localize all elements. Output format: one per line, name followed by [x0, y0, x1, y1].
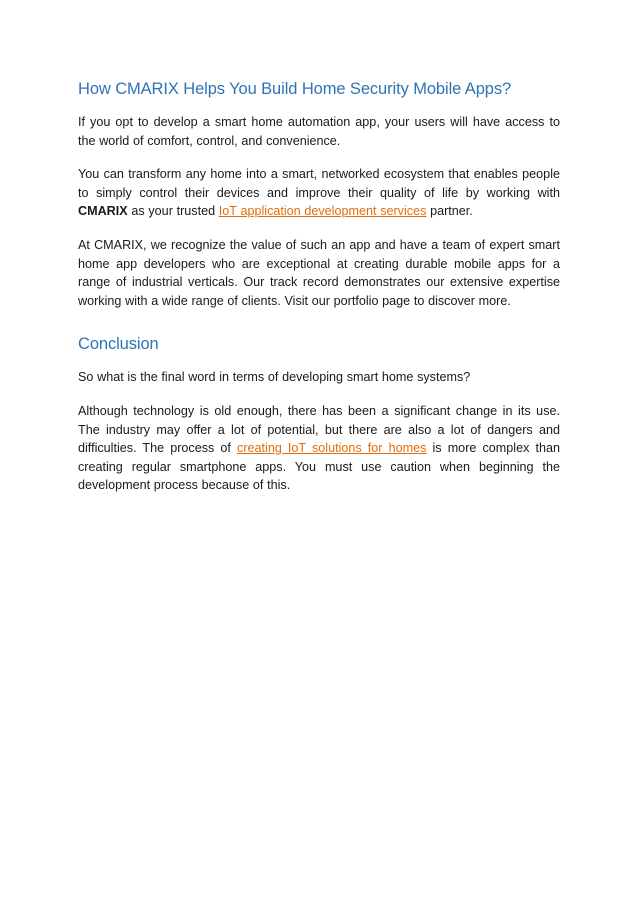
paragraph-cmarix-value: [78, 236, 560, 310]
paragraph-text: is more complex than creating regular smartphone apps. You must use caution when beginning the development process because of this.: [78, 441, 560, 493]
paragraph-text: If you opt to develop a smart home automation app, your users will have access to the world of comfort, control, and convenience.: [78, 115, 560, 148]
paragraph-text: So what is the final word in terms of developing smart home systems?: [78, 370, 471, 385]
paragraph-text: partner.: [426, 204, 473, 219]
paragraph-smart-home-intro: [78, 113, 560, 150]
section-heading-conclusion: Conclusion: [78, 335, 159, 354]
paragraph-technology-change: [78, 402, 560, 495]
paragraph-text: as your trusted: [127, 204, 219, 219]
paragraph-text: You can transform any home into a smart, networked ecosystem that enables people to simply control their devices and improve their quality of life by working with: [78, 167, 560, 200]
paragraph-final-word: [78, 368, 560, 387]
paragraph-text: Although technology is old enough, there has been a significant change in its use. The industry may offer a lot of potential, but there are also a lot of dangers and difficulties. The process of: [78, 403, 560, 456]
paragraph-text: At CMARIX, we recognize the value of such an app and have a team of expert smart home app developers who are exceptional at creating durable mobile apps for a range of industrial verticals. Our track record demonstrates our extensive expertise working with a wide range of clients. Visit our portfolio page to discover more.: [78, 237, 560, 308]
bold-brand-name: CMARIX: [78, 204, 128, 219]
document-page: [78, 78, 560, 495]
paragraph-transform-home: [78, 165, 560, 221]
iot-solutions-link[interactable]: creating IoT solutions for homes: [237, 441, 427, 456]
section-heading-security-apps: How CMARIX Helps You Build Home Security Mobile Apps?: [78, 80, 512, 98]
iot-services-link[interactable]: IoT application development services: [218, 204, 427, 219]
